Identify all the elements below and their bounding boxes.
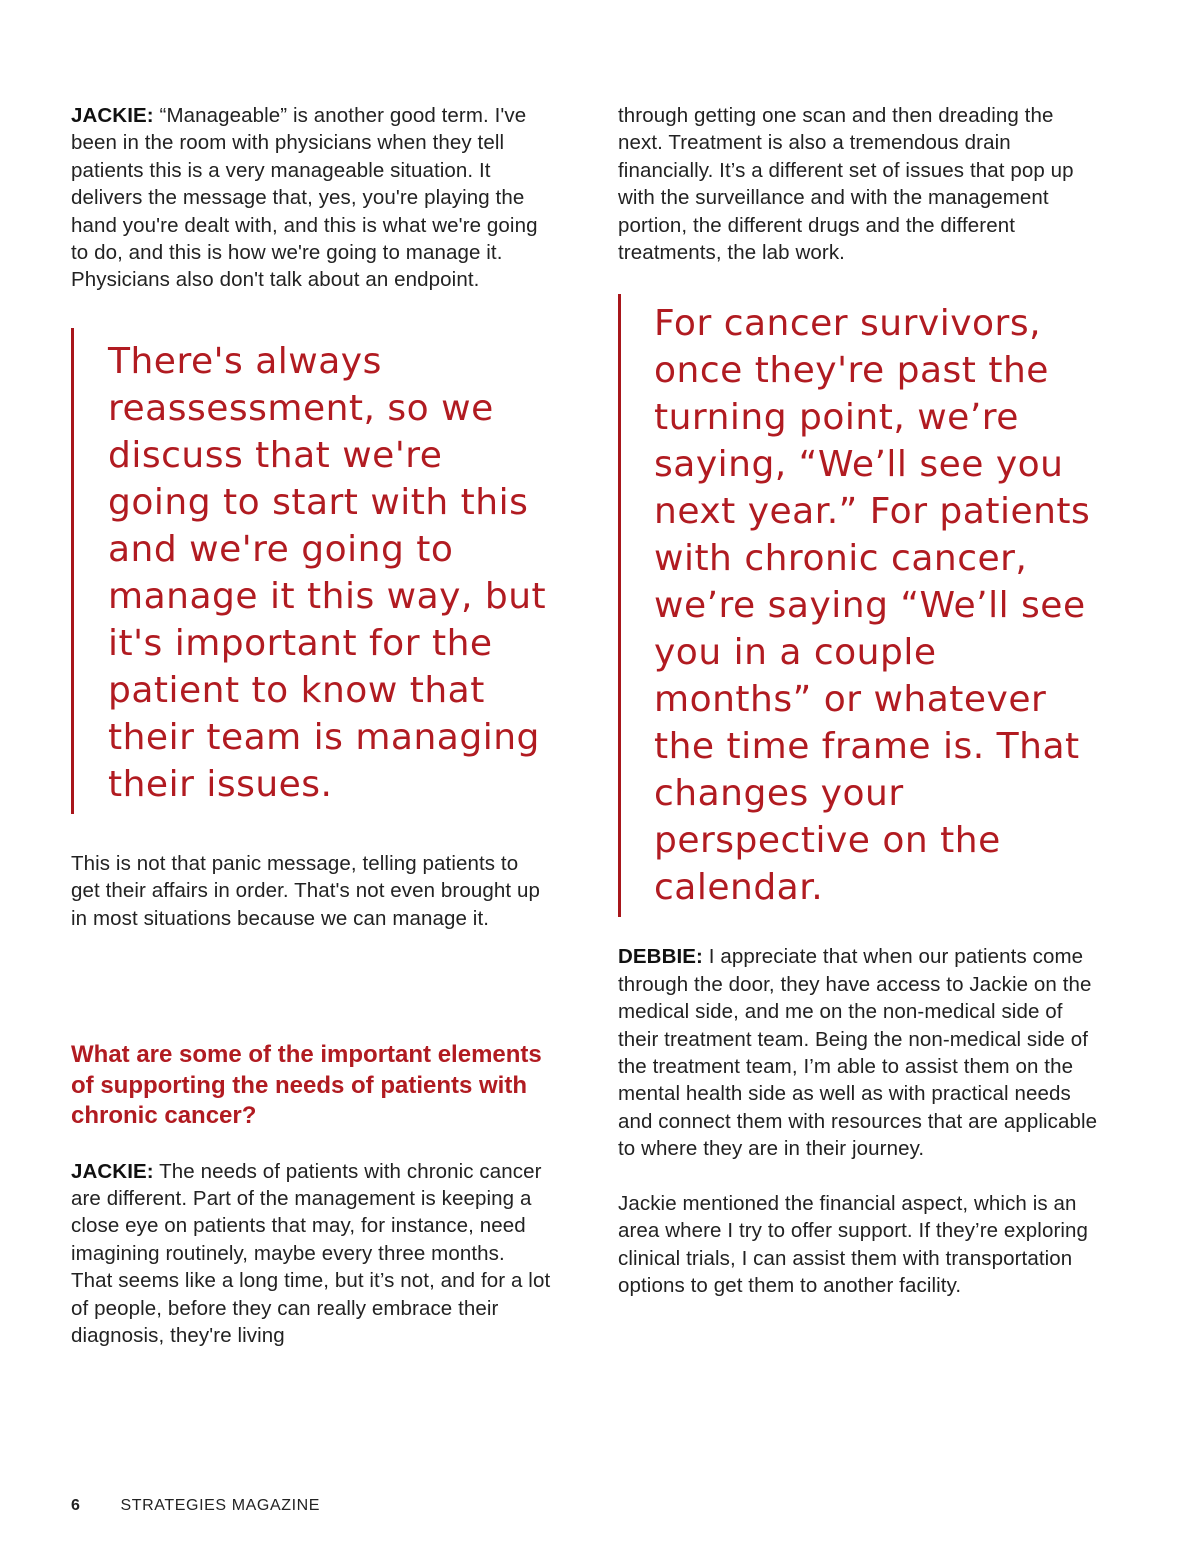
jackie-paragraph-2 <box>71 1158 551 1350</box>
jackie-paragraph-1 <box>71 102 551 294</box>
speaker-label: DEBBIE: <box>618 945 703 969</box>
speaker-label: JACKIE: <box>71 104 154 127</box>
debbie-paragraph <box>618 943 1103 1162</box>
pull-quote-right: For cancer survivors, once they're past the turning point, we’re saying, “We’ll see you next year.” For patients with chronic cancer, we’re saying “We’ll see you in a couple months” or whatever the time frame is. That changes your perspective on the calendar. <box>618 294 1103 917</box>
paragraph-text: The needs of patients with chronic cancer are different. Part of the management is keeping a close eye on patients that may, for instance, need imagining routinely, maybe every three months. That seems like a long time, but it’s not, and for a lot of people, before they can really embrace their diagnosis, they're living <box>71 1159 551 1347</box>
panic-message-paragraph: This is not that panic message, telling patients to get their affairs in order. That's not even brought up in most situations because we can manage it. <box>71 851 540 930</box>
continued-paragraph: through getting one scan and then dreading the next. Treatment is also a tremendous drain financially. It’s a different set of issues that pop up with the surveillance and with the management portion, the different drugs and the different treatments, the lab work. <box>618 104 1074 265</box>
publication-name: STRATEGIES MAGAZINE <box>120 1497 321 1514</box>
section-heading: What are some of the important elements of supporting the needs of patients with chronic cancer? <box>71 1041 542 1130</box>
financial-aspect-paragraph: Jackie mentioned the financial aspect, which is an area where I try to offer support. If they’re exploring clinical trials, I can assist them with transportation options to get them to another facility. <box>618 1191 1089 1297</box>
page-footer <box>71 1497 320 1515</box>
paragraph-text: “Manageable” is another good term. I've been in the room with physicians when they tell patients this is a very manageable situation. It delivers the message that, yes, you're playing the hand you're dealt with, and this is what we're going to do, and this is how we're going to manage it. Physicians also don't talk about an endpoint. <box>71 104 538 292</box>
left-column <box>71 102 551 1349</box>
page-number: 6 <box>71 1497 81 1514</box>
paragraph-text: I appreciate that when our patients come through the door, they have access to Jackie on the medical side, and me on the non-medical side of their treatment team. Being the non-medical side of the treatment team, I’m able to assist them on the mental health side as well as with practical needs and connect them with resources that are applicable to where they are in their journey. <box>618 945 1098 1161</box>
right-column <box>618 102 1103 1299</box>
pull-quote-left: There's always reassessment, so we discuss that we're going to start with this and we're going to manage it this way, but it's important for the patient to know that their team is managing their issues. <box>71 328 551 814</box>
speaker-label: JACKIE: <box>71 1159 154 1183</box>
